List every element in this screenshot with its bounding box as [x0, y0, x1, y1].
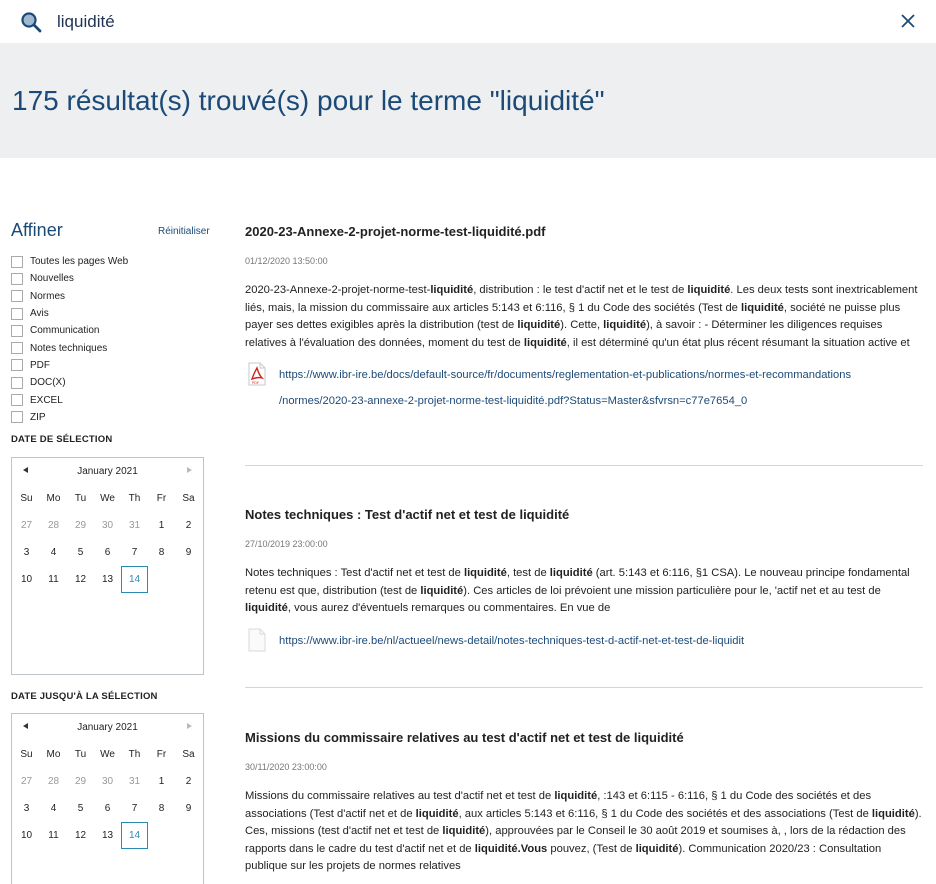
filter-checkbox[interactable] — [11, 377, 23, 389]
results-banner — [0, 43, 936, 158]
calendar-day[interactable]: 9 — [185, 803, 192, 814]
result-url-link[interactable]: /normes/2020-23-annexe-2-projet-norme-test-liquidité.pdf?Status=Master&sfvrsn=c77e7654_0 — [279, 395, 748, 407]
date-from-label: DATE DE SÉLECTION — [11, 434, 113, 445]
filter-checkbox[interactable] — [11, 359, 23, 371]
filter-option[interactable] — [11, 305, 215, 322]
filter-label: DOC(X) — [30, 377, 66, 389]
result-divider — [245, 465, 923, 466]
result-snippet: 2020-23-Annexe-2-projet-norme-test-liquidité, distribution : le test d'actif net et le test de liquidité. Les deux tests sont inextricablement liés, mais, la mission du commissaire aux articles 5:143 et 6:116, § 1 du Code des sociétés (Test de liquidité, société ne puisse plus payer ses dettes exigibles après la distribution (test de liquidité). Cette, liquidité), à savoir : - Déterminer les diligences requises relatives à l'évaluation des données, moment du test de liquidité, il est déterminé qu'un état plus récent résumant la situation active et — [245, 284, 918, 349]
result-title-link[interactable]: Notes techniques : Test d'actif net et test de liquidité — [245, 507, 570, 522]
calendar-day[interactable]: 5 — [77, 803, 84, 814]
result-url-link[interactable]: https://www.ibr-ire.be/docs/default-source/fr/documents/reglementation-et-publications/normes-et-recommandations — [279, 369, 852, 381]
weekday-label: Fr — [156, 749, 167, 760]
calendar-day[interactable]: 14 — [121, 822, 148, 849]
calendar-grid — [13, 485, 203, 593]
filter-list — [11, 253, 215, 426]
filter-checkbox[interactable] — [11, 273, 23, 285]
next-month-arrow-icon[interactable] — [187, 723, 192, 729]
weekday-label: Sa — [182, 493, 195, 504]
weekday-label: Mo — [46, 749, 61, 760]
calendar-day[interactable]: 28 — [47, 776, 60, 787]
calendar-day[interactable]: 10 — [20, 830, 33, 841]
next-month-arrow-icon[interactable] — [187, 467, 192, 473]
calendar-header — [12, 458, 203, 485]
weekday-label: We — [100, 493, 115, 504]
calendar-day[interactable]: 4 — [50, 547, 57, 558]
calendar-day[interactable]: 13 — [101, 830, 114, 841]
calendar-day[interactable]: 9 — [185, 547, 192, 558]
calendar-day[interactable]: 13 — [101, 574, 114, 585]
close-icon[interactable] — [900, 13, 916, 29]
result-link-row — [245, 628, 923, 654]
search-input[interactable] — [57, 9, 857, 35]
reset-link[interactable]: Réinitialiser — [158, 226, 210, 237]
weekday-label: Su — [20, 493, 33, 504]
result-url-link[interactable]: https://www.ibr-ire.be/nl/actueel/news-detail/notes-techniques-test-d-actif-net-et-test-de-liquidit — [279, 634, 745, 647]
filter-option[interactable] — [11, 270, 215, 287]
filter-label: Communication — [30, 325, 100, 337]
filter-label: EXCEL — [30, 394, 63, 406]
result-item — [245, 730, 923, 884]
date-to-calendar — [11, 713, 204, 884]
calendar-day[interactable]: 10 — [20, 574, 33, 585]
filter-option[interactable] — [11, 253, 215, 270]
pdf-icon — [247, 362, 267, 391]
calendar-grid — [13, 741, 203, 849]
filter-checkbox[interactable] — [11, 411, 23, 423]
result-link-row — [245, 362, 923, 414]
filter-option[interactable] — [11, 288, 215, 305]
calendar-day[interactable]: 14 — [121, 566, 148, 593]
calendar-day[interactable]: 30 — [101, 520, 114, 531]
calendar-day[interactable]: 12 — [74, 830, 87, 841]
page-icon — [247, 628, 267, 657]
calendar-day[interactable]: 11 — [48, 830, 59, 841]
date-from-calendar — [11, 457, 204, 675]
filter-checkbox[interactable] — [11, 394, 23, 406]
filter-checkbox[interactable] — [11, 325, 23, 337]
calendar-day[interactable]: 6 — [104, 803, 111, 814]
calendar-month: January 2021 — [77, 722, 138, 733]
filter-checkbox[interactable] — [11, 308, 23, 320]
result-date: 30/11/2020 23:00:00 — [245, 762, 327, 772]
filter-label: Notes techniques — [30, 342, 108, 354]
calendar-day[interactable]: 31 — [128, 520, 141, 531]
result-title-link[interactable]: Missions du commissaire relatives au test d'actif net et test de liquidité — [245, 730, 684, 745]
weekday-label: Mo — [46, 493, 61, 504]
calendar-day[interactable]: 8 — [158, 547, 165, 558]
calendar-day[interactable]: 30 — [101, 776, 114, 787]
date-to-label: DATE JUSQU'À LA SÉLECTION — [11, 691, 158, 702]
calendar-month: January 2021 — [77, 466, 138, 477]
filter-label: Normes — [30, 290, 66, 302]
filter-option[interactable] — [11, 339, 215, 356]
calendar-day[interactable]: 28 — [47, 520, 60, 531]
calendar-day[interactable]: 31 — [128, 776, 141, 787]
weekday-label: Su — [20, 749, 33, 760]
svg-text:PDF: PDF — [252, 381, 259, 385]
filter-option[interactable] — [11, 391, 215, 408]
calendar-day[interactable]: 1 — [158, 520, 165, 531]
search-bar — [0, 0, 936, 43]
weekday-label: Tu — [74, 493, 87, 504]
weekday-label: Fr — [156, 493, 167, 504]
weekday-label: We — [100, 749, 115, 760]
filter-label: Nouvelles — [30, 273, 74, 285]
result-snippet: Notes techniques : Test d'actif net et test de liquidité, test de liquidité (art. 5:143 et 6:116, §1 CSA). Le nouveau principe fondamental retenu est que, distribution (test de liquidité). Ces articles de loi prévoient une mission particulière pour le, 'actif net et au test de liquidité, vous aurez d'éventuels remarques ou commentaires. En vue de — [245, 567, 910, 614]
calendar-day[interactable]: 12 — [74, 574, 87, 585]
weekday-label: Th — [128, 493, 141, 504]
calendar-day[interactable]: 7 — [131, 803, 138, 814]
filter-label: Toutes les pages Web — [30, 256, 129, 268]
search-icon[interactable] — [20, 11, 42, 33]
filter-label: ZIP — [30, 411, 46, 423]
calendar-day[interactable]: 1 — [158, 776, 165, 787]
calendar-day[interactable]: 5 — [77, 547, 84, 558]
weekday-label: Tu — [74, 749, 87, 760]
filter-option[interactable] — [11, 409, 215, 426]
filter-checkbox[interactable] — [11, 290, 23, 302]
result-item — [245, 507, 923, 654]
results-heading: 175 résultat(s) trouvé(s) pour le terme "liquidité" — [12, 85, 605, 116]
calendar-day[interactable]: 29 — [74, 520, 87, 531]
result-item — [245, 224, 923, 414]
calendar-day[interactable]: 6 — [104, 547, 111, 558]
calendar-day[interactable]: 2 — [185, 776, 192, 787]
calendar-day[interactable]: 3 — [23, 547, 30, 558]
result-divider — [245, 687, 923, 688]
result-title-link[interactable]: 2020-23-Annexe-2-projet-norme-test-liquidité.pdf — [245, 224, 546, 239]
filter-option[interactable] — [11, 357, 215, 374]
filter-label: Avis — [30, 308, 49, 320]
calendar-day[interactable]: 7 — [131, 547, 138, 558]
calendar-day[interactable]: 4 — [50, 803, 57, 814]
calendar-day[interactable]: 27 — [20, 520, 33, 531]
filter-checkbox[interactable] — [11, 342, 23, 354]
filter-option[interactable] — [11, 322, 215, 339]
result-date: 27/10/2019 23:00:00 — [245, 539, 328, 549]
calendar-day[interactable]: 27 — [20, 776, 33, 787]
weekday-label: Th — [128, 749, 141, 760]
filter-label: PDF — [30, 359, 50, 371]
weekday-label: Sa — [182, 749, 195, 760]
calendar-day[interactable]: 29 — [74, 776, 87, 787]
refine-title: Affiner — [11, 220, 63, 240]
calendar-day[interactable]: 2 — [185, 520, 192, 531]
calendar-day[interactable]: 3 — [23, 803, 30, 814]
result-snippet: Missions du commissaire relatives au test d'actif net et test de liquidité, :143 et 6:115 - 6:116, § 1 du Code des sociétés et des associations (Test d'actif net et de liquidité, aux articles 5:143 et 6:116, § 1 du Code des sociétés et des associations (Test de liquidité). Ces, missions (test d'actif net et test de liquidité), approuvées par le Conseil le 30 août 2019 et soumises à, , lors de la rédaction des rapports dans le cadre du test d'actif net et de liquidité.Vous pouvez, (Test de liquidité). Communication 2020/23 : Consultation publique sur les projets de normes relatives — [245, 790, 922, 872]
filter-checkbox[interactable] — [11, 256, 23, 268]
filter-option[interactable] — [11, 374, 215, 391]
calendar-day[interactable]: 11 — [48, 574, 59, 585]
calendar-day[interactable]: 8 — [158, 803, 165, 814]
result-date: 01/12/2020 13:50:00 — [245, 256, 328, 266]
calendar-header — [12, 714, 203, 741]
